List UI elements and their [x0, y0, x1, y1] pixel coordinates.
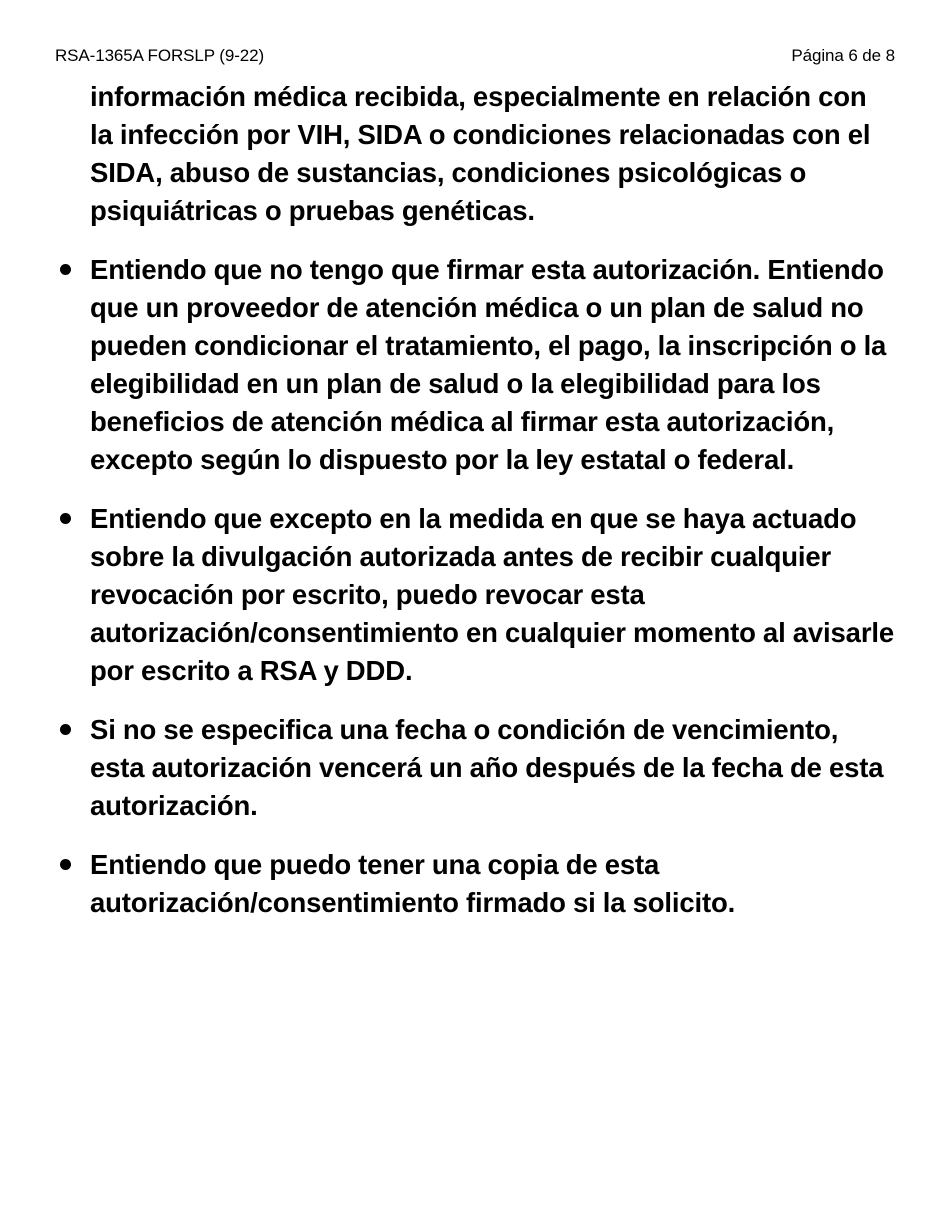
- paragraph-text: Entiendo que puedo tener una copia de esta autorización/consentimiento firmado si la solicito.: [90, 849, 736, 918]
- bullet-point-icon: [60, 500, 80, 538]
- continuation-paragraph: [55, 78, 895, 230]
- bullet-paragraph: [55, 500, 895, 690]
- paragraph-text: información médica recibida, especialmente en relación con la infección por VIH, SIDA o condiciones relacionadas con el SIDA, abuso de sustancias, condiciones psicológicas o psiquiátricas o pruebas genéticas.: [90, 81, 871, 226]
- bullet-dot: [60, 513, 71, 524]
- bullet-point-icon: [60, 711, 80, 749]
- bullet-paragraph: [55, 711, 895, 825]
- page-number-label: Página 6 de 8: [791, 46, 895, 65]
- bullet-paragraph: [55, 251, 895, 479]
- paragraph-text: Entiendo que excepto en la medida en que se haya actuado sobre la divulgación autorizada antes de recibir cualquier revocación por escrito, puedo revocar esta autorización/consentimiento en cualquier momento al avisarle por escrito a RSA y DDD.: [90, 503, 895, 686]
- bullet-point-icon: [60, 846, 80, 884]
- page-header: [55, 46, 895, 70]
- form-identifier: RSA-1365A FORSLP (9-22): [55, 46, 265, 65]
- bullet-dot: [60, 264, 71, 275]
- document-body: [55, 78, 895, 922]
- paragraph-text: Si no se especifica una fecha o condición de vencimiento, esta autorización vencerá un año después de la fecha de esta autorización.: [90, 714, 884, 821]
- bullet-point-icon: [60, 251, 80, 289]
- paragraph-text: Entiendo que no tengo que firmar esta autorización. Entiendo que un proveedor de atención médica o un plan de salud no pueden condicionar el tratamiento, el pago, la inscripción o la elegibilidad en un plan de salud o la elegibilidad para los beneficios de atención médica al firmar esta autorización, excepto según lo dispuesto por la ley estatal o federal.: [90, 254, 887, 475]
- bullet-paragraph: [55, 846, 895, 922]
- bullet-dot: [60, 859, 71, 870]
- bullet-dot: [60, 724, 71, 735]
